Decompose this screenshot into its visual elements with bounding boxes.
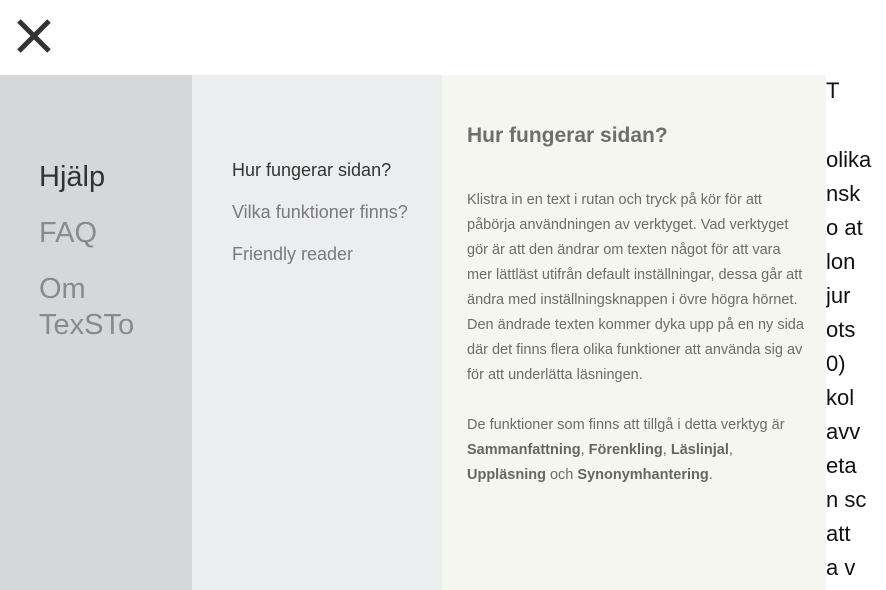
secondary-menu [192,75,442,590]
menu-item-om-texsto-line1: Om [39,273,86,305]
menu-item-faq[interactable]: FAQ [39,217,98,249]
submenu-item-hur-fungerar-sidan[interactable]: Hur fungerar sidan? [232,160,392,180]
top-bar [0,0,854,75]
function-laslinjal: Läslinjal [670,442,729,458]
submenu-item-vilka-funktioner-finns[interactable]: Vilka funktioner finns? [232,202,408,222]
function-upplasning: Uppläsning [467,467,546,483]
background-text-line: T [826,78,840,103]
background-text-line: eta [826,453,857,478]
help-content-title: Hur fungerar sidan? [467,124,668,147]
help-content-panel [442,75,826,590]
function-forenkling: Förenkling [588,442,663,458]
function-synonymhantering: Synonymhantering [577,467,709,483]
background-text-line: olika [826,147,872,172]
sentence-end: . [708,467,713,483]
menu-item-om-texsto[interactable] [39,271,134,343]
help-content-body [467,188,807,513]
background-text-line: att [826,521,851,546]
help-paragraph-1: Klistra in en text i rutan och tryck på kör för att påbörja användningen av verktyget. Vad verktyget gör är att den ändrar om texten något för att vara mer lättläst utifrån default inställningar, dessa går att ändra med inställningsknappen i övre högra hörnet. Den ändrade texten kommer dyka upp på en ny sida där det finns flera olika funktioner att använda sig av för att underlätta läsningen. [467,192,804,383]
menu-item-hjalp[interactable]: Hjälp [39,161,106,193]
background-text-line: o at [826,215,863,240]
background-text-line: 0) [826,351,846,376]
background-text-line: ots [826,317,856,342]
separator: , [728,442,733,458]
close-button[interactable] [14,16,54,56]
background-text-line: kol [826,385,855,410]
function-sammanfattning: Sammanfattning [467,442,581,458]
background-text-line: a v [826,555,856,580]
background-page-text [826,75,886,590]
submenu-item-friendly-reader[interactable]: Friendly reader [232,244,354,264]
help-paragraph-2 [467,413,807,488]
menu-item-om-texsto-line2: TexSTo [39,309,135,341]
primary-menu [0,75,192,590]
close-icon [14,16,54,56]
background-text-line: n sc [826,487,867,512]
background-text-line: lon [826,249,856,274]
functions-intro: De funktioner som finns att tillgå i detta verktyg är [467,417,785,433]
separator: , [662,442,667,458]
background-text-line: avv [826,419,861,444]
background-text-line: nsk [826,181,861,206]
separator-och: och [549,467,574,483]
background-text-line: jur [826,283,851,308]
separator: , [580,442,585,458]
